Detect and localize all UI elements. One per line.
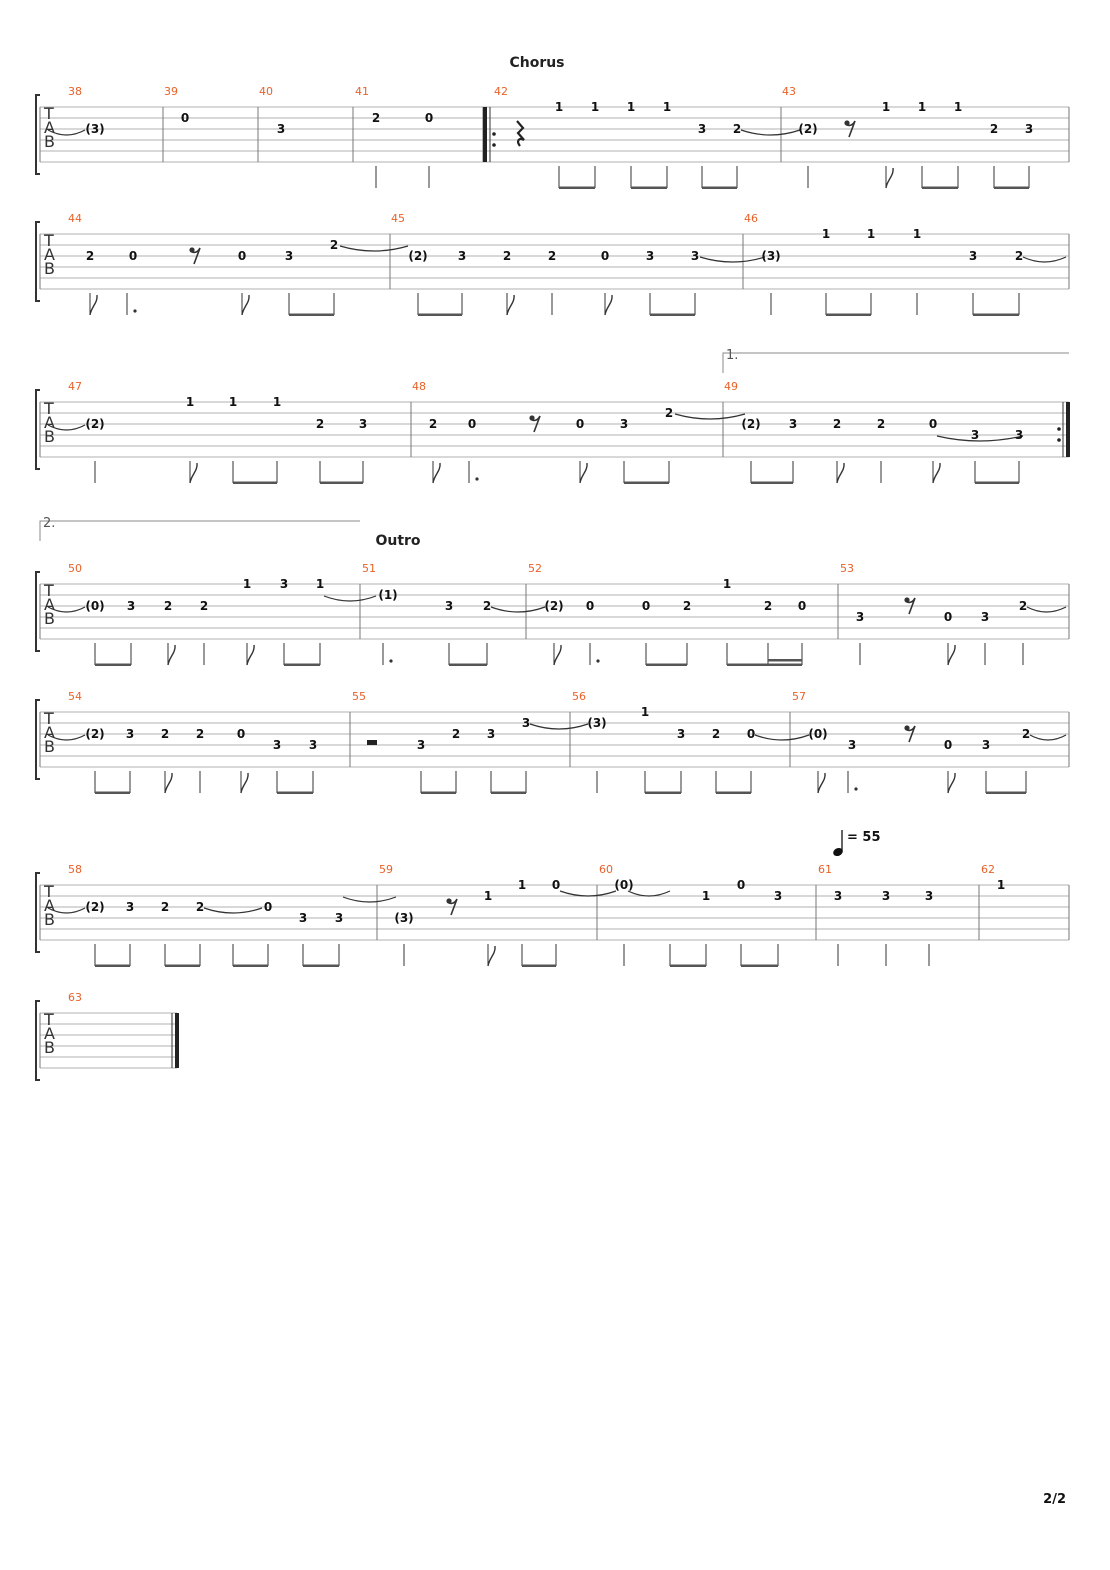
fret-number: 3 [981,738,991,752]
tie [560,891,616,896]
fret-number: 2 [1021,727,1031,741]
beam [645,792,681,795]
fret-number: 1 [722,577,732,591]
fret-number: 3 [788,417,798,431]
tie [324,596,376,601]
tab-clef-letter: B [44,427,55,446]
tab-clef-letter: A [44,595,55,614]
beam [973,314,1019,317]
system-bracket [36,1001,40,1080]
measure-number: 43 [782,85,796,98]
tab-clef-letter: T [44,399,54,418]
fret-number: 2 [832,417,842,431]
fret-number: 3 [444,599,454,613]
tie [1023,257,1066,262]
tie [204,908,262,913]
system-bracket [36,700,40,779]
fret-number: 2 [732,122,742,136]
tab-clef-letter: B [44,132,55,151]
fret-number: 3 [924,889,934,903]
fret-number: 0 [236,727,246,741]
measure-number: 52 [528,562,542,575]
fret-number: 2 [428,417,438,431]
measure-number: 59 [379,863,393,876]
eighth-flag [165,773,172,793]
tie [741,130,800,135]
eighth-flag [507,295,514,315]
fret-number: (2) [85,900,105,914]
fret-number: 3 [298,911,308,925]
tab-clef-letter: B [44,910,55,929]
fret-number: 3 [833,889,843,903]
tab-clef-letter: B [44,259,55,278]
fret-number: 3 [980,610,990,624]
beam [320,482,363,485]
fret-number: 2 [85,249,95,263]
fret-number: 3 [126,599,136,613]
eighth-flag [168,645,175,665]
eighth-flag [488,946,495,966]
fret-number: 3 [279,577,289,591]
fret-number: 2 [682,599,692,613]
beam [95,965,130,968]
tie [628,891,670,896]
fret-number: 2 [195,727,205,741]
fret-number: 2 [163,599,173,613]
tie [675,414,745,419]
system-bracket [36,390,40,469]
fret-number: 1 [821,227,831,241]
fret-number: (3) [587,716,607,730]
beam [975,482,1019,485]
measure-number: 47 [68,380,82,393]
beam [994,187,1029,190]
tie [530,724,588,729]
beam [449,664,487,667]
fret-number: (2) [798,122,818,136]
fret-number: 0 [736,878,746,892]
beam [95,792,130,795]
dot [854,787,857,790]
fret-number: 3 [125,900,135,914]
measure-number: 39 [164,85,178,98]
fret-number: 1 [626,100,636,114]
eighth-flag [190,463,197,483]
eighth-flag [433,463,440,483]
fret-number: 0 [180,111,190,125]
fret-number: 0 [585,599,595,613]
beam [95,664,131,667]
beam [986,792,1026,795]
fret-number: 0 [263,900,273,914]
fret-number: 2 [199,599,209,613]
eighth-flag [241,773,248,793]
beam [650,314,695,317]
fret-number: 2 [315,417,325,431]
fret-number: (0) [614,878,634,892]
tie [343,897,396,902]
beam [624,482,669,485]
measure-number: 54 [68,690,82,703]
fret-number: 2 [160,727,170,741]
fret-number: 0 [746,727,756,741]
tab-clef-letter: A [44,1024,55,1043]
tab-clef-letter: T [44,104,54,123]
measure-number: 44 [68,212,82,225]
fret-number: 1 [228,395,238,409]
eighth-flag [242,295,249,315]
fret-number: 0 [424,111,434,125]
final-bar-thick [175,1013,179,1068]
volta-label-1: 1. [726,348,739,363]
dot [133,309,136,312]
fret-number: (2) [741,417,761,431]
tab-clef-letter: T [44,231,54,250]
measure-number: 45 [391,212,405,225]
measure-number: 42 [494,85,508,98]
beam [303,965,339,968]
measure-number: 62 [981,863,995,876]
eighth-flag [886,168,893,188]
beam [702,187,737,190]
section-outro: Outro [375,533,421,549]
fret-number: (2) [408,249,428,263]
fret-number: 1 [590,100,600,114]
fret-number: 1 [881,100,891,114]
tie [1030,735,1066,740]
measure-number: 48 [412,380,426,393]
fret-number: 1 [996,878,1006,892]
measure-number: 51 [362,562,376,575]
eighth-flag [554,645,561,665]
quarter-rest [517,121,524,146]
beam [289,314,334,317]
repeat-end-bar [1066,402,1070,457]
fret-number: 3 [521,716,531,730]
eighth-flag [818,773,825,793]
fret-number: (3) [761,249,781,263]
tab-clef-letter: A [44,896,55,915]
fret-number: 3 [1024,122,1034,136]
beam [727,664,802,667]
measure-number: 60 [599,863,613,876]
fret-number: 1 [701,889,711,903]
beam [670,965,706,968]
fret-number: 3 [276,122,286,136]
fret-number: 3 [697,122,707,136]
beam [165,965,200,968]
section-chorus: Chorus [509,55,565,71]
fret-number: (3) [85,122,105,136]
fret-number: 1 [953,100,963,114]
fret-number: 3 [773,889,783,903]
tab-clef-letter: T [44,1010,54,1029]
measure-number: 40 [259,85,273,98]
measure-number: 55 [352,690,366,703]
fret-number: 3 [847,738,857,752]
tab-clef-letter: T [44,882,54,901]
fret-number: 0 [128,249,138,263]
page-number: 2/2 [1043,1492,1066,1507]
fret-number: 3 [1014,428,1024,442]
beam [922,187,958,190]
tie [491,607,545,612]
fret-number: 3 [308,738,318,752]
volta-bracket-1 [723,353,1069,373]
fret-number: 2 [1014,249,1024,263]
beam [421,792,456,795]
beam [826,314,871,317]
measure-number: 56 [572,690,586,703]
fret-number: 0 [600,249,610,263]
fret-number: 3 [358,417,368,431]
fret-number: 2 [160,900,170,914]
fret-number: (0) [808,727,828,741]
fret-number: 0 [551,878,561,892]
fret-number: (2) [544,599,564,613]
measure-number: 41 [355,85,369,98]
repeat-dot [1057,438,1061,442]
beam [751,482,793,485]
fret-number: 2 [711,727,721,741]
eighth-flag [948,773,955,793]
fret-number: 1 [272,395,282,409]
fret-number: 2 [876,417,886,431]
fret-number: (2) [85,727,105,741]
fret-number: 2 [195,900,205,914]
tab-clef-letter: A [44,723,55,742]
fret-number: (3) [394,911,414,925]
fret-number: 1 [866,227,876,241]
measure-number: 58 [68,863,82,876]
fret-number: 1 [242,577,252,591]
system-bracket [36,222,40,301]
fret-number: 0 [943,610,953,624]
fret-number: (0) [85,599,105,613]
measure-number: 38 [68,85,82,98]
eighth-flag [90,295,97,315]
fret-number: 0 [943,738,953,752]
fret-number: 3 [125,727,135,741]
fret-number: 0 [575,417,585,431]
tie [937,436,1023,441]
eighth-flag [948,645,955,665]
fret-number: 0 [237,249,247,263]
fret-number: 1 [517,878,527,892]
dot [389,659,392,662]
tie [340,246,408,251]
fret-number: 2 [989,122,999,136]
tab-clef-letter: A [44,118,55,137]
measure-number: 61 [818,863,832,876]
fret-number: (2) [85,417,105,431]
beam [233,482,277,485]
measure-number: 53 [840,562,854,575]
fret-number: 3 [619,417,629,431]
fret-number: 3 [334,911,344,925]
fret-number: 1 [640,705,650,719]
fret-number: 3 [970,428,980,442]
dot [596,659,599,662]
measure-number: 49 [724,380,738,393]
fret-number: 2 [763,599,773,613]
fret-number: 2 [1018,599,1028,613]
fret-number: 1 [315,577,325,591]
fret-number: 2 [482,599,492,613]
fret-number: 2 [371,111,381,125]
measure-number: 63 [68,991,82,1004]
volta-bracket-2 [40,521,360,541]
system-bracket [36,95,40,174]
beam [646,664,687,667]
fret-number: 1 [554,100,564,114]
tab-clef-letter: B [44,1038,55,1057]
tempo-marking: = 55 [847,830,881,845]
repeat-dot [1057,427,1061,431]
measure-number: 57 [792,690,806,703]
fret-number: 2 [664,406,674,420]
beam [491,792,526,795]
fret-number: 1 [662,100,672,114]
tab-clef-letter: A [44,413,55,432]
fret-number: 3 [284,249,294,263]
tab-clef-letter: B [44,609,55,628]
beam [233,965,268,968]
half-rest [367,740,377,745]
fret-number: 3 [272,738,282,752]
measure-number: 50 [68,562,82,575]
fret-number: 3 [416,738,426,752]
fret-number: 3 [457,249,467,263]
beam [559,187,595,190]
dot [475,477,478,480]
fret-number: 2 [329,238,339,252]
fret-number: 0 [467,417,477,431]
fret-number: 3 [855,610,865,624]
beam [631,187,667,190]
tab-clef-letter: T [44,709,54,728]
repeat-start-bar [483,107,487,162]
beam [277,792,313,795]
eighth-flag [580,463,587,483]
fret-number: 3 [968,249,978,263]
tab-clef-letter: B [44,737,55,756]
measure-number: 46 [744,212,758,225]
beam [418,314,462,317]
beam [768,659,802,662]
tie [700,257,765,262]
fret-number: 0 [928,417,938,431]
repeat-dot [492,132,496,136]
fret-number: 1 [917,100,927,114]
beam [716,792,751,795]
eighth-flag [933,463,940,483]
fret-number: 3 [645,249,655,263]
fret-number: 1 [483,889,493,903]
system-bracket [36,572,40,651]
fret-number: 3 [486,727,496,741]
tab-clef-letter: T [44,581,54,600]
beam [284,664,320,667]
beam [522,965,556,968]
system-bracket [36,873,40,952]
tab-clef-letter: A [44,245,55,264]
repeat-dot [492,143,496,147]
fret-number: 0 [797,599,807,613]
fret-number: 2 [502,249,512,263]
fret-number: 1 [912,227,922,241]
fret-number: 2 [451,727,461,741]
beam [741,965,778,968]
fret-number: 1 [185,395,195,409]
fret-number: 0 [641,599,651,613]
eighth-flag [837,463,844,483]
volta-label-2: 2. [43,516,56,531]
fret-number: 3 [881,889,891,903]
eighth-flag [247,645,254,665]
eighth-flag [605,295,612,315]
tie [755,735,809,740]
fret-number: 3 [676,727,686,741]
tie [1027,607,1066,612]
fret-number: (1) [378,588,398,602]
fret-number: 3 [690,249,700,263]
fret-number: 2 [547,249,557,263]
